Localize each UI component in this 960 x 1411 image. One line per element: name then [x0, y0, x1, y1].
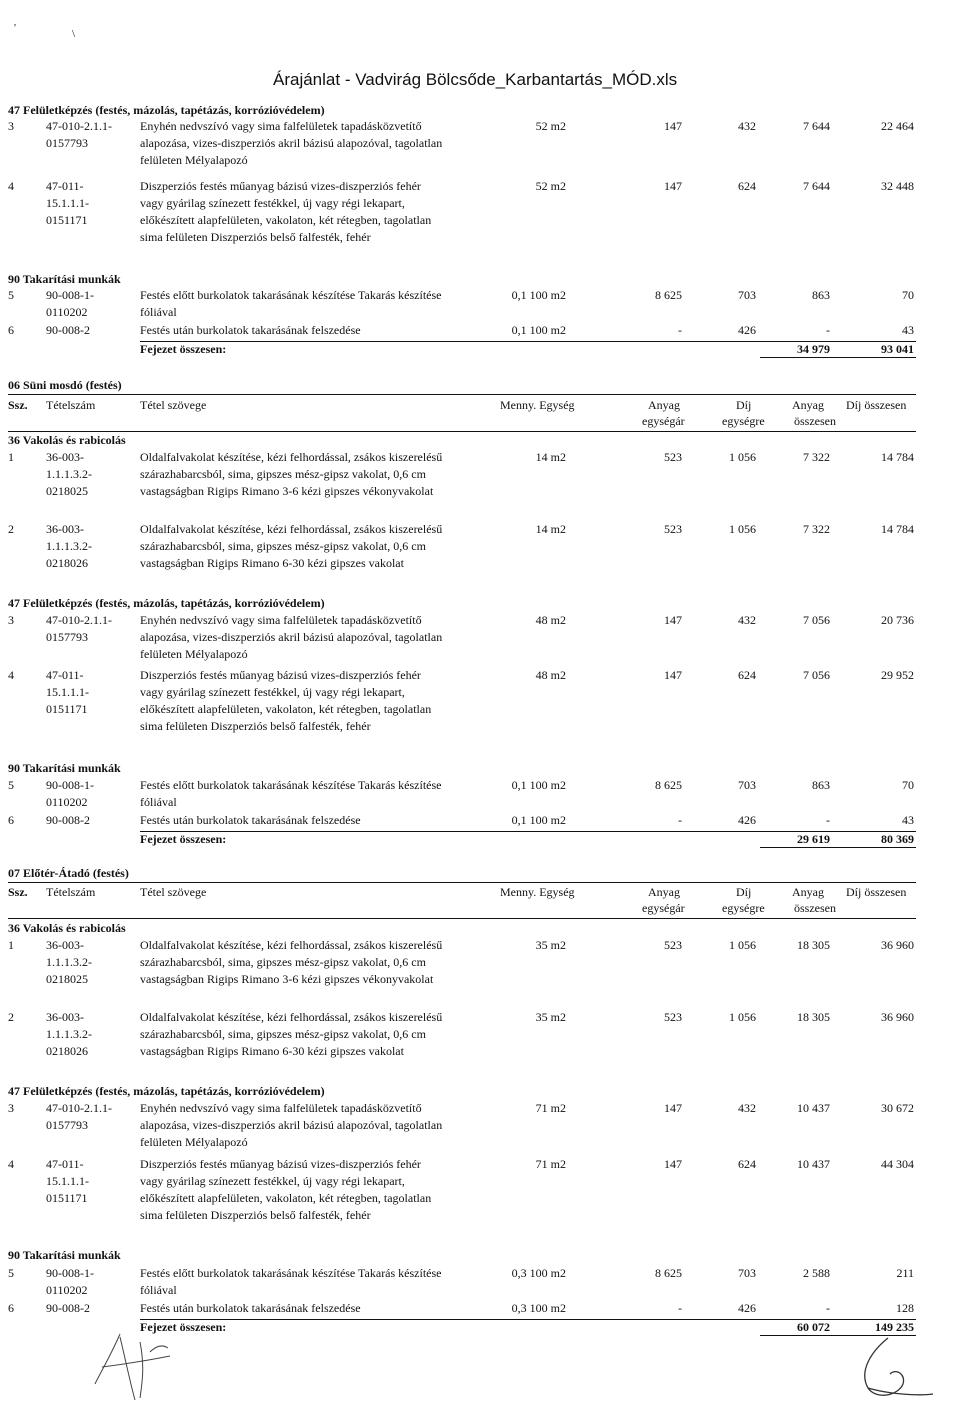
section-heading-47: 47 Felületképzés (festés, mázolás, tapétázás, korrózióvédelem): [8, 596, 325, 610]
item-description: Diszperziós festés műanyag bázisú vizes-diszperziós fehér: [140, 668, 421, 682]
item-description: Enyhén nedvszívó vagy sima falfelületek tapadásközvetítő: [140, 119, 422, 133]
item-description: alapozása, vizes-diszperziós akril bázisú alapozóval, tagolatlan: [140, 1118, 443, 1132]
item-quantity: 35 m2: [535, 938, 566, 952]
item-labour-total: 29 952: [881, 668, 914, 682]
item-number: 3: [8, 119, 14, 133]
item-number: 4: [8, 668, 14, 682]
item-labour-total: 20 736: [881, 613, 914, 627]
chapter-title-06: 06 Süni mosdó (festés): [8, 378, 122, 392]
col-header-egysegar: egységár: [642, 901, 685, 915]
item-labour-unit-price: 432: [738, 119, 756, 133]
item-number: 4: [8, 179, 14, 193]
item-code: 36-003-: [46, 938, 84, 952]
item-quantity: 52 m2: [535, 119, 566, 133]
item-labour-total: 43: [902, 813, 914, 827]
item-description: fóliával: [140, 1283, 177, 1297]
item-code: 90-008-2: [46, 323, 90, 337]
item-labour-unit-price: 426: [738, 323, 756, 337]
item-quantity: 52 m2: [535, 179, 566, 193]
col-header-tetel: Tétel szövege: [140, 398, 207, 412]
item-labour-unit-price: 703: [738, 778, 756, 792]
item-description: Diszperziós festés műanyag bázisú vizes-diszperziós fehér: [140, 1157, 421, 1171]
item-quantity: 71 m2: [535, 1157, 566, 1171]
col-header-tetelszam: Tételszám: [46, 885, 96, 899]
item-description: Oldalfalvakolat készítése, kézi felhordással, zsákos kiszerelésű: [140, 938, 443, 952]
section-heading-47: 47 Felületképzés (festés, mázolás, tapétázás, korrózióvédelem): [8, 1084, 325, 1098]
col-header-egysegar: egységár: [642, 414, 685, 428]
col-header-quantity: Menny. Egység: [500, 885, 575, 899]
item-code: 0218026: [46, 556, 88, 570]
item-labour-total: 211: [896, 1266, 914, 1280]
chapter-total-label: Fejezet összesen:: [140, 832, 227, 846]
item-description: Festés után burkolatok takarásának felszedése: [140, 813, 361, 827]
item-labour-total: 30 672: [881, 1101, 914, 1115]
item-description: Enyhén nedvszívó vagy sima falfelületek tapadásközvetítő: [140, 613, 422, 627]
item-description: vastagságban Rigips Rimano 6-30 kézi gipszes vakolat: [140, 556, 404, 570]
item-material-total: 18 305: [797, 1010, 830, 1024]
chapter-total-material: 34 979: [797, 342, 830, 356]
col-header-dij: Díj: [736, 885, 752, 899]
item-description: előkészített alapfelületen, vakolaton, két rétegben, tagolatlan: [140, 1191, 432, 1205]
item-code: 0157793: [46, 1118, 88, 1132]
item-material-unit-price: 147: [664, 1101, 682, 1115]
item-code: 47-011-: [46, 668, 84, 682]
item-description: felületen Mélyalapozó: [140, 1135, 248, 1149]
item-description: fóliával: [140, 305, 177, 319]
item-number: 3: [8, 1101, 14, 1115]
item-material-total: 7 644: [803, 119, 830, 133]
item-description: vagy gyárilag színezett festékkel, új vagy régi lekapart,: [140, 196, 405, 210]
item-number: 5: [8, 1266, 14, 1280]
item-description: Oldalfalvakolat készítése, kézi felhordással, zsákos kiszerelésű: [140, 1010, 443, 1024]
item-number: 1: [8, 938, 14, 952]
item-description: fóliával: [140, 795, 177, 809]
item-labour-unit-price: 703: [738, 1266, 756, 1280]
item-quantity: 71 m2: [535, 1101, 566, 1115]
item-labour-total: 32 448: [881, 179, 914, 193]
item-description: sima felületen Diszperziós belső falfesték, fehér: [140, 719, 371, 733]
item-code: 90-008-1-: [46, 1266, 94, 1280]
item-labour-total: 70: [902, 778, 914, 792]
item-material-unit-price: 523: [664, 938, 682, 952]
item-code: 0218025: [46, 972, 88, 986]
item-labour-unit-price: 703: [738, 288, 756, 302]
item-labour-unit-price: 1 056: [729, 938, 756, 952]
item-description: szárazhabarcsból, sima, gipszes mész-gipsz vakolat, 0,6 cm: [140, 539, 426, 553]
col-header-osszesen: összesen: [794, 414, 836, 428]
section-heading-90: 90 Takarítási munkák: [8, 761, 121, 775]
item-code: 36-003-: [46, 450, 84, 464]
item-description: vagy gyárilag színezett festékkel, új vagy régi lekapart,: [140, 1174, 405, 1188]
chapter-total-labour: 80 369: [881, 832, 914, 846]
item-labour-unit-price: 432: [738, 613, 756, 627]
col-header-dij: Díj: [736, 398, 752, 412]
item-quantity: 0,1 100 m2: [511, 813, 566, 827]
item-labour-unit-price: 624: [738, 179, 756, 193]
item-code: 15.1.1.1-: [46, 196, 89, 210]
chapter-title-07: 07 Előtér-Átadó (festés): [8, 866, 129, 880]
item-quantity: 35 m2: [535, 1010, 566, 1024]
top-mark-right: \: [72, 28, 76, 40]
item-code: 36-003-: [46, 1010, 84, 1024]
item-code: 90-008-1-: [46, 778, 94, 792]
item-code: 0157793: [46, 630, 88, 644]
item-description: vastagságban Rigips Rimano 3-6 kézi gipszes vékonyvakolat: [140, 484, 434, 498]
item-labour-total: 36 960: [881, 938, 914, 952]
item-material-total: 2 588: [803, 1266, 830, 1280]
item-material-unit-price: 523: [664, 450, 682, 464]
item-material-unit-price: -: [678, 813, 682, 827]
chapter-total-material: 60 072: [797, 1320, 830, 1334]
item-material-total: 7 322: [803, 522, 830, 536]
signature-scribble-left: [90, 1322, 180, 1402]
item-labour-unit-price: 426: [738, 1301, 756, 1315]
item-code: 36-003-: [46, 522, 84, 536]
item-code: 0218026: [46, 1044, 88, 1058]
item-code: 1.1.1.3.2-: [46, 467, 92, 481]
item-description: Diszperziós festés műanyag bázisú vizes-diszperziós fehér: [140, 179, 421, 193]
item-material-unit-price: 8 625: [655, 1266, 682, 1280]
total-bottom-rule: [760, 357, 916, 358]
item-code: 1.1.1.3.2-: [46, 539, 92, 553]
item-description: Oldalfalvakolat készítése, kézi felhordással, zsákos kiszerelésű: [140, 522, 443, 536]
item-code: 0151171: [46, 213, 88, 227]
section-heading-36: 36 Vakolás és rabicolás: [8, 433, 126, 447]
item-labour-total: 14 784: [881, 450, 914, 464]
item-material-unit-price: 147: [664, 1157, 682, 1171]
item-material-total: 7 644: [803, 179, 830, 193]
item-description: Festés után burkolatok takarásának felszedése: [140, 1301, 361, 1315]
item-code: 90-008-2: [46, 813, 90, 827]
item-code: 0151171: [46, 702, 88, 716]
item-code: 0157793: [46, 136, 88, 150]
item-description: sima felületen Diszperziós belső falfesték, fehér: [140, 230, 371, 244]
item-number: 4: [8, 1157, 14, 1171]
total-bottom-rule: [760, 847, 916, 848]
item-code: 15.1.1.1-: [46, 1174, 89, 1188]
item-material-unit-price: 147: [664, 119, 682, 133]
item-code: 1.1.1.3.2-: [46, 955, 92, 969]
item-quantity: 14 m2: [535, 450, 566, 464]
item-material-total: 863: [812, 288, 830, 302]
chapter-total-label: Fejezet összesen:: [140, 342, 227, 356]
chapter-total-labour: 93 041: [881, 342, 914, 356]
item-material-unit-price: 8 625: [655, 288, 682, 302]
item-description: alapozása, vizes-diszperziós akril bázisú alapozóval, tagolatlan: [140, 630, 443, 644]
item-description: Enyhén nedvszívó vagy sima falfelületek tapadásközvetítő: [140, 1101, 422, 1115]
section-heading-90: 90 Takarítási munkák: [8, 1248, 121, 1262]
item-labour-total: 43: [902, 323, 914, 337]
item-code: 90-008-2: [46, 1301, 90, 1315]
item-code: 0218025: [46, 484, 88, 498]
item-material-unit-price: 147: [664, 613, 682, 627]
item-material-unit-price: -: [678, 1301, 682, 1315]
item-material-total: -: [826, 813, 830, 827]
section-heading-47: 47 Felületképzés (festés, mázolás, tapétázás, korrózióvédelem): [8, 103, 325, 117]
col-header-ssz: Ssz.: [8, 398, 28, 412]
item-description: előkészített alapfelületen, vakolaton, két rétegben, tagolatlan: [140, 702, 432, 716]
item-code: 47-011-: [46, 179, 84, 193]
item-description: vastagságban Rigips Rimano 3-6 kézi gipszes vékonyvakolat: [140, 972, 434, 986]
item-description: sima felületen Diszperziós belső falfesték, fehér: [140, 1208, 371, 1222]
col-header-quantity: Menny. Egység: [500, 398, 575, 412]
item-quantity: 0,3 100 m2: [511, 1301, 566, 1315]
top-mark-left: ': [14, 22, 16, 34]
item-description: előkészített alapfelületen, vakolaton, két rétegben, tagolatlan: [140, 213, 432, 227]
item-description: felületen Mélyalapozó: [140, 647, 248, 661]
col-header-anyag: Anyag: [648, 398, 680, 412]
item-description: vastagságban Rigips Rimano 6-30 kézi gipszes vakolat: [140, 1044, 404, 1058]
chapter06-title-rule: [8, 394, 916, 395]
item-number: 6: [8, 1301, 14, 1315]
item-material-total: 7 322: [803, 450, 830, 464]
item-number: 6: [8, 323, 14, 337]
item-labour-total: 14 784: [881, 522, 914, 536]
col-header-osszesen: összesen: [794, 901, 836, 915]
item-description: Festés előtt burkolatok takarásának készítése Takarás készítése: [140, 288, 442, 302]
col-header-ssz: Ssz.: [8, 885, 28, 899]
item-labour-unit-price: 624: [738, 668, 756, 682]
item-quantity: 0,1 100 m2: [511, 288, 566, 302]
item-code: 47-010-2.1.1-: [46, 119, 112, 133]
item-quantity: 14 m2: [535, 522, 566, 536]
item-quantity: 48 m2: [535, 668, 566, 682]
item-number: 2: [8, 1010, 14, 1024]
col-header-anyag-osszesen: Anyag: [792, 398, 824, 412]
col-header-anyag-osszesen: Anyag: [792, 885, 824, 899]
item-material-unit-price: 8 625: [655, 778, 682, 792]
section-heading-36: 36 Vakolás és rabicolás: [8, 921, 126, 935]
item-code: 0110202: [46, 1283, 88, 1297]
item-quantity: 0,3 100 m2: [511, 1266, 566, 1280]
chapter07-title-rule: [8, 882, 916, 883]
item-quantity: 0,1 100 m2: [511, 323, 566, 337]
item-material-total: 18 305: [797, 938, 830, 952]
item-code: 0110202: [46, 305, 88, 319]
item-quantity: 0,1 100 m2: [511, 778, 566, 792]
item-labour-unit-price: 432: [738, 1101, 756, 1115]
item-labour-total: 44 304: [881, 1157, 914, 1171]
item-labour-unit-price: 1 056: [729, 1010, 756, 1024]
item-number: 3: [8, 613, 14, 627]
item-code: 47-010-2.1.1-: [46, 1101, 112, 1115]
item-code: 15.1.1.1-: [46, 685, 89, 699]
signature-scribble-right: [848, 1330, 938, 1405]
item-material-total: -: [826, 1301, 830, 1315]
item-labour-total: 36 960: [881, 1010, 914, 1024]
item-labour-unit-price: 624: [738, 1157, 756, 1171]
item-labour-total: 22 464: [881, 119, 914, 133]
document-title: Árajánlat - Vadvirág Bölcsőde_Karbantartás_MÓD.xls: [273, 70, 678, 89]
item-code: 1.1.1.3.2-: [46, 1027, 92, 1041]
item-material-total: -: [826, 323, 830, 337]
item-material-total: 10 437: [797, 1101, 830, 1115]
item-code: 47-010-2.1.1-: [46, 613, 112, 627]
col-header-egysegre: egységre: [722, 414, 765, 428]
item-code: 0151171: [46, 1191, 88, 1205]
item-labour-unit-price: 1 056: [729, 522, 756, 536]
col-header-tetel: Tétel szövege: [140, 885, 207, 899]
col-header-dij-osszesen: Díj összesen: [846, 398, 907, 412]
item-code: 90-008-1-: [46, 288, 94, 302]
item-material-unit-price: 523: [664, 1010, 682, 1024]
item-description: Festés előtt burkolatok takarásának készítése Takarás készítése: [140, 778, 442, 792]
item-description: felületen Mélyalapozó: [140, 153, 248, 167]
chapter07-header-rule: [8, 918, 916, 919]
item-material-total: 10 437: [797, 1157, 830, 1171]
chapter-total-label: Fejezet összesen:: [140, 1320, 227, 1334]
chapter-total-material: 29 619: [797, 832, 830, 846]
col-header-dij-osszesen: Díj összesen: [846, 885, 907, 899]
item-description: vagy gyárilag színezett festékkel, új vagy régi lekapart,: [140, 685, 405, 699]
chapter06-header-rule: [8, 431, 916, 432]
item-description: szárazhabarcsból, sima, gipszes mész-gipsz vakolat, 0,6 cm: [140, 1027, 426, 1041]
item-labour-unit-price: 426: [738, 813, 756, 827]
item-number: 1: [8, 450, 14, 464]
item-material-total: 7 056: [803, 668, 830, 682]
item-description: alapozása, vizes-diszperziós akril bázisú alapozóval, tagolatlan: [140, 136, 443, 150]
section-heading-90: 90 Takarítási munkák: [8, 272, 121, 286]
item-code: 0110202: [46, 795, 88, 809]
total-top-rule: [140, 1319, 916, 1320]
col-header-egysegre: egységre: [722, 901, 765, 915]
item-quantity: 48 m2: [535, 613, 566, 627]
item-number: 5: [8, 778, 14, 792]
item-description: szárazhabarcsból, sima, gipszes mész-gipsz vakolat, 0,6 cm: [140, 467, 426, 481]
item-material-total: 7 056: [803, 613, 830, 627]
item-description: Festés után burkolatok takarásának felszedése: [140, 323, 361, 337]
item-material-unit-price: 523: [664, 522, 682, 536]
col-header-tetelszam: Tételszám: [46, 398, 96, 412]
col-header-anyag: Anyag: [648, 885, 680, 899]
item-labour-total: 70: [902, 288, 914, 302]
item-description: Festés előtt burkolatok takarásának készítése Takarás készítése: [140, 1266, 442, 1280]
item-description: szárazhabarcsból, sima, gipszes mész-gipsz vakolat, 0,6 cm: [140, 955, 426, 969]
item-material-unit-price: 147: [664, 668, 682, 682]
item-number: 6: [8, 813, 14, 827]
item-material-unit-price: -: [678, 323, 682, 337]
item-material-total: 863: [812, 778, 830, 792]
item-number: 5: [8, 288, 14, 302]
item-code: 47-011-: [46, 1157, 84, 1171]
item-labour-total: 128: [896, 1301, 914, 1315]
item-material-unit-price: 147: [664, 179, 682, 193]
total-top-rule: [140, 831, 916, 832]
item-labour-unit-price: 1 056: [729, 450, 756, 464]
item-number: 2: [8, 522, 14, 536]
total-top-rule: [140, 341, 916, 342]
chapter-total-labour: 149 235: [875, 1320, 914, 1334]
item-description: Oldalfalvakolat készítése, kézi felhordással, zsákos kiszerelésű: [140, 450, 443, 464]
